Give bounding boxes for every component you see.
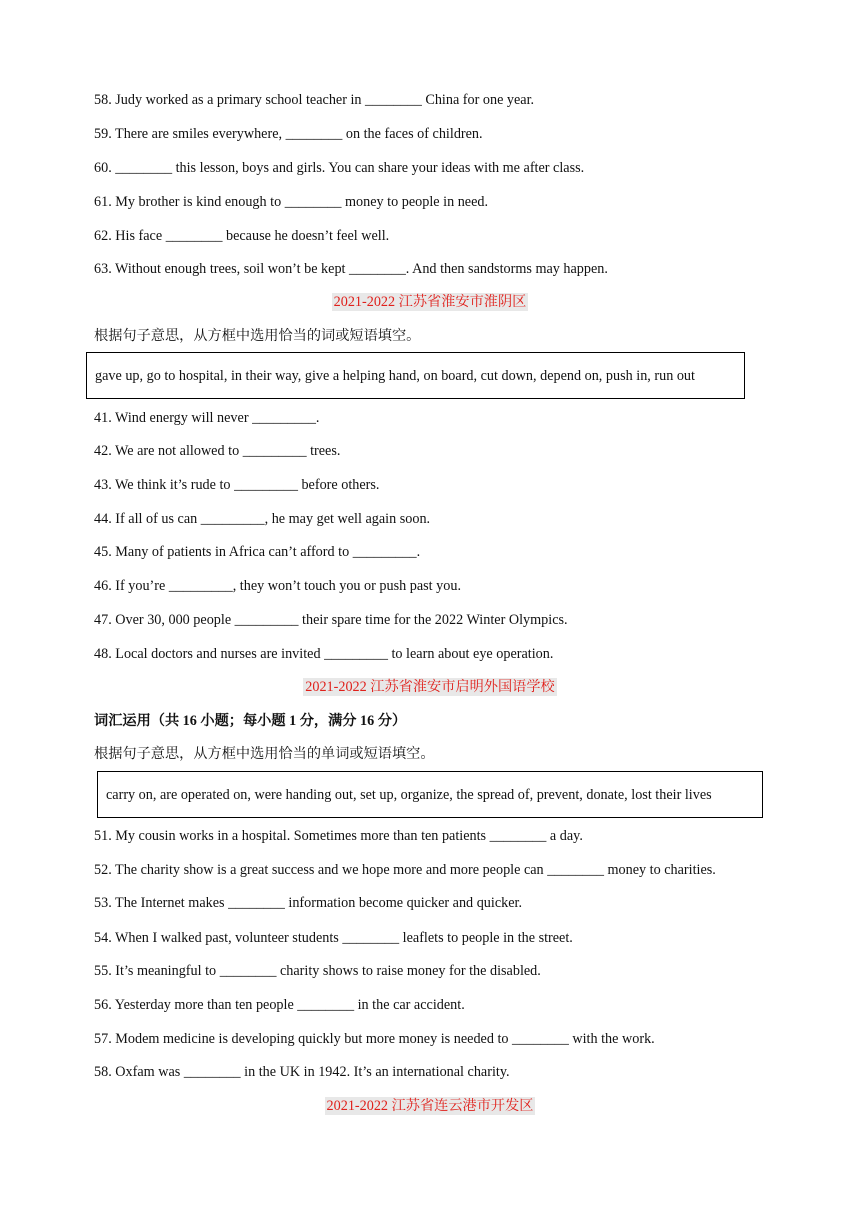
question-42: 42. We are not allowed to _________ trees.	[94, 443, 341, 459]
question-58b: 58. Oxfam was ________ in the UK in 1942. It’s an international charity.	[94, 1064, 510, 1080]
section-title-qiming	[0, 678, 860, 696]
question-41: 41. Wind energy will never _________.	[94, 410, 320, 426]
question-62: 62. His face ________ because he doesn’t feel well.	[94, 228, 390, 244]
question-53: 53. The Internet makes ________ information become quicker and quicker.	[94, 895, 522, 911]
question-59: 59. There are smiles everywhere, ________ on the faces of children.	[94, 126, 483, 142]
question-63: 63. Without enough trees, soil won’t be kept ________. And then sandstorms may happen.	[94, 261, 608, 277]
question-56: 56. Yesterday more than ten people ________ in the car accident.	[94, 997, 465, 1013]
section-instruction: 根据句子意思，从方框中选用恰当的词或短语填空。	[94, 328, 421, 344]
word-box-text: gave up, go to hospital, in their way, give a helping hand, on board, cut down, depend on, push in, run out	[95, 367, 695, 384]
question-60: 60. ________ this lesson, boys and girls. You can share your ideas with me after class.	[94, 160, 585, 176]
question-55: 55. It’s meaningful to ________ charity shows to raise money for the disabled.	[94, 963, 541, 979]
question-54: 54. When I walked past, volunteer students ________ leaflets to people in the street.	[94, 930, 573, 946]
question-58: 58. Judy worked as a primary school teacher in ________ China for one year.	[94, 92, 535, 108]
question-44: 44. If all of us can _________, he may get well again soon.	[94, 511, 431, 527]
question-61: 61. My brother is kind enough to ________ money to people in need.	[94, 194, 489, 210]
section-title-lianyungang	[0, 1097, 860, 1115]
word-box	[86, 352, 745, 399]
word-box-text: carry on, are operated on, were handing out, set up, organize, the spread of, prevent, donate, lost their lives	[106, 786, 712, 803]
question-51: 51. My cousin works in a hospital. Sometimes more than ten patients ________ a day.	[94, 828, 583, 844]
section-title-text: 2021-2022 江苏省连云港市开发区	[326, 1098, 534, 1114]
section-instruction: 根据句子意思，从方框中选用恰当的单词或短语填空。	[94, 746, 435, 762]
question-52: 52. The charity show is a great success and we hope more and more people can ________ money to charities.	[94, 862, 716, 878]
question-45: 45. Many of patients in Africa can’t afford to _________.	[94, 544, 421, 560]
question-46: 46. If you’re _________, they won’t touch you or push past you.	[94, 578, 461, 594]
section-heading: 词汇运用（共 16 小题；每小题 1 分，满分 16 分）	[94, 713, 407, 729]
question-48: 48. Local doctors and nurses are invited _________ to learn about eye operation.	[94, 646, 554, 662]
question-57: 57. Modem medicine is developing quickly but more money is needed to ________ with the work.	[94, 1031, 655, 1047]
section-title-huaiyin	[0, 293, 860, 311]
section-title-text: 2021-2022 江苏省淮安市淮阴区	[333, 294, 527, 310]
section-title-text: 2021-2022 江苏省淮安市启明外国语学校	[305, 679, 555, 695]
question-43: 43. We think it’s rude to _________ before others.	[94, 477, 380, 493]
question-47: 47. Over 30, 000 people _________ their spare time for the 2022 Winter Olympics.	[94, 612, 568, 628]
word-box	[97, 771, 763, 818]
